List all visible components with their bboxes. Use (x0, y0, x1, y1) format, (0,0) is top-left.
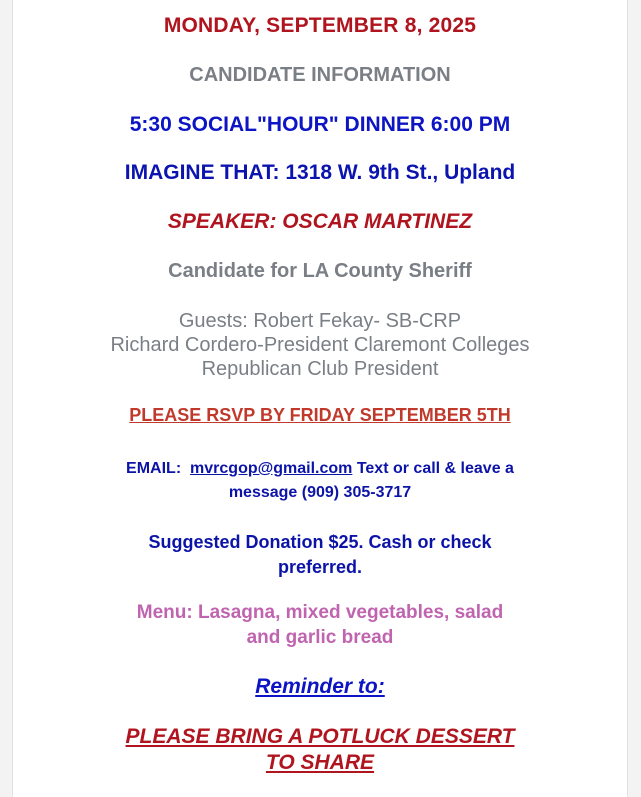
menu-line: and garlic bread (246, 627, 394, 648)
potluck-line: TO SHARE (265, 751, 375, 774)
potluck-request (13, 724, 627, 776)
phone-text-1: Text or call & leave a (356, 460, 514, 477)
event-date: MONDAY, SEPTEMBER 8, 2025 (163, 14, 477, 37)
flyer-page (12, 0, 628, 797)
menu-info (13, 600, 627, 650)
speaker-name: SPEAKER: OSCAR MARTINEZ (167, 210, 473, 233)
guest-line: Richard Cordero-President Claremont Colleges (110, 334, 530, 356)
rsvp-deadline: PLEASE RSVP BY FRIDAY SEPTEMBER 5TH (129, 405, 511, 425)
guest-list (13, 309, 627, 381)
guest-line: Republican Club President (201, 358, 439, 380)
email-link[interactable]: mvrcgop@gmail.com (190, 460, 353, 477)
donation-line: preferred. (277, 557, 363, 577)
reminder-heading: Reminder to: (255, 675, 385, 698)
contact-line-1 (13, 457, 627, 481)
donation-info (13, 530, 627, 580)
potluck-line: PLEASE BRING A POTLUCK DESSERT (125, 725, 515, 748)
contact-info (13, 457, 627, 505)
event-schedule: 5:30 SOCIAL"HOUR" DINNER 6:00 PM (129, 113, 511, 136)
guest-line: Guests: Robert Fekay- SB-CRP (178, 310, 462, 332)
section-title: CANDIDATE INFORMATION (189, 64, 451, 86)
donation-line: Suggested Donation $25. Cash or check (148, 532, 492, 552)
phone-text-2: message (909) 305-3717 (228, 484, 412, 501)
email-label: EMAIL: (126, 460, 182, 477)
event-venue: IMAGINE THAT: 1318 W. 9th St., Upland (124, 161, 516, 184)
menu-line: Menu: Lasagna, mixed vegetables, salad (136, 602, 504, 623)
speaker-role: Candidate for LA County Sheriff (168, 260, 472, 282)
